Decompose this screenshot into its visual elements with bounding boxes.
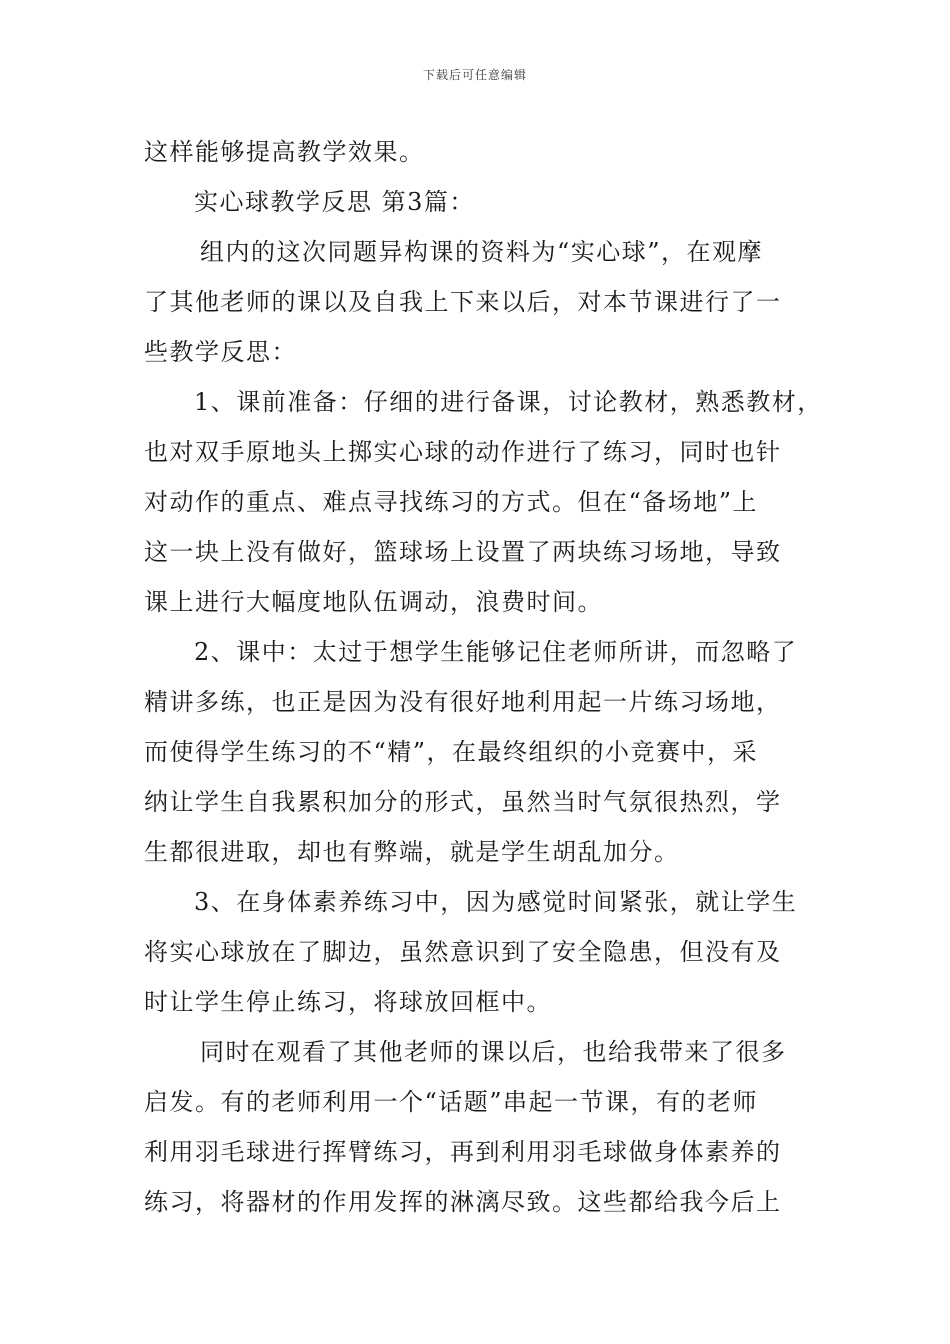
section-heading: 实心球教学反思 第3篇： xyxy=(194,188,475,216)
page-header: 下载后可任意编辑 xyxy=(422,68,527,82)
text-line: 练习，将器材的作用发挥的淋漓尽致。这些都给我今后上 xyxy=(144,1188,782,1216)
text-line: 这样能够提高教学效果。 xyxy=(144,138,425,166)
text-line: 组内的这次同题异构课的资料为“实心球”，在观摩 xyxy=(200,238,764,266)
text-line: 启发。有的老师利用一个“话题”串起一节课，有的老师 xyxy=(144,1088,759,1116)
text-line: 这一块上没有做好，篮球场上设置了两块练习场地，导致 xyxy=(144,538,782,566)
document-body xyxy=(144,127,823,1227)
text-line: 将实心球放在了脚边，虽然意识到了安全隐患，但没有及 xyxy=(144,938,782,966)
text-line: 而使得学生练习的不“精”，在最终组织的小竞赛中，采 xyxy=(144,738,759,766)
text-line: 2、课中：太过于想学生能够记住老师所讲，而忽略了 xyxy=(194,638,798,666)
text-line: 些教学反思： xyxy=(144,338,297,366)
text-line: 精讲多练，也正是因为没有很好地利用起一片练习场地， xyxy=(144,688,782,716)
text-line: 也对双手原地头上掷实心球的动作进行了练习，同时也针 xyxy=(144,438,782,466)
text-line: 3、在身体素养练习中，因为感觉时间紧张，就让学生 xyxy=(194,888,798,916)
text-line: 利用羽毛球进行挥臂练习，再到利用羽毛球做身体素养的 xyxy=(144,1138,782,1166)
text-line: 纳让学生自我累积加分的形式，虽然当时气氛很热烈，学 xyxy=(144,788,782,816)
text-line: 了其他老师的课以及自我上下来以后，对本节课进行了一 xyxy=(144,288,782,316)
text-line: 同时在观看了其他老师的课以后，也给我带来了很多 xyxy=(200,1038,787,1066)
text-line: 生都很进取，却也有弊端，就是学生胡乱加分。 xyxy=(144,838,680,866)
text-line: 时让学生停止练习，将球放回框中。 xyxy=(144,988,552,1016)
text-line: 1、课前准备：仔细的进行备课，讨论教材，熟悉教材， xyxy=(194,388,823,416)
text-line: 对动作的重点、难点寻找练习的方式。但在“备场地”上 xyxy=(144,488,759,516)
text-line: 课上进行大幅度地队伍调动，浪费时间。 xyxy=(144,588,603,616)
